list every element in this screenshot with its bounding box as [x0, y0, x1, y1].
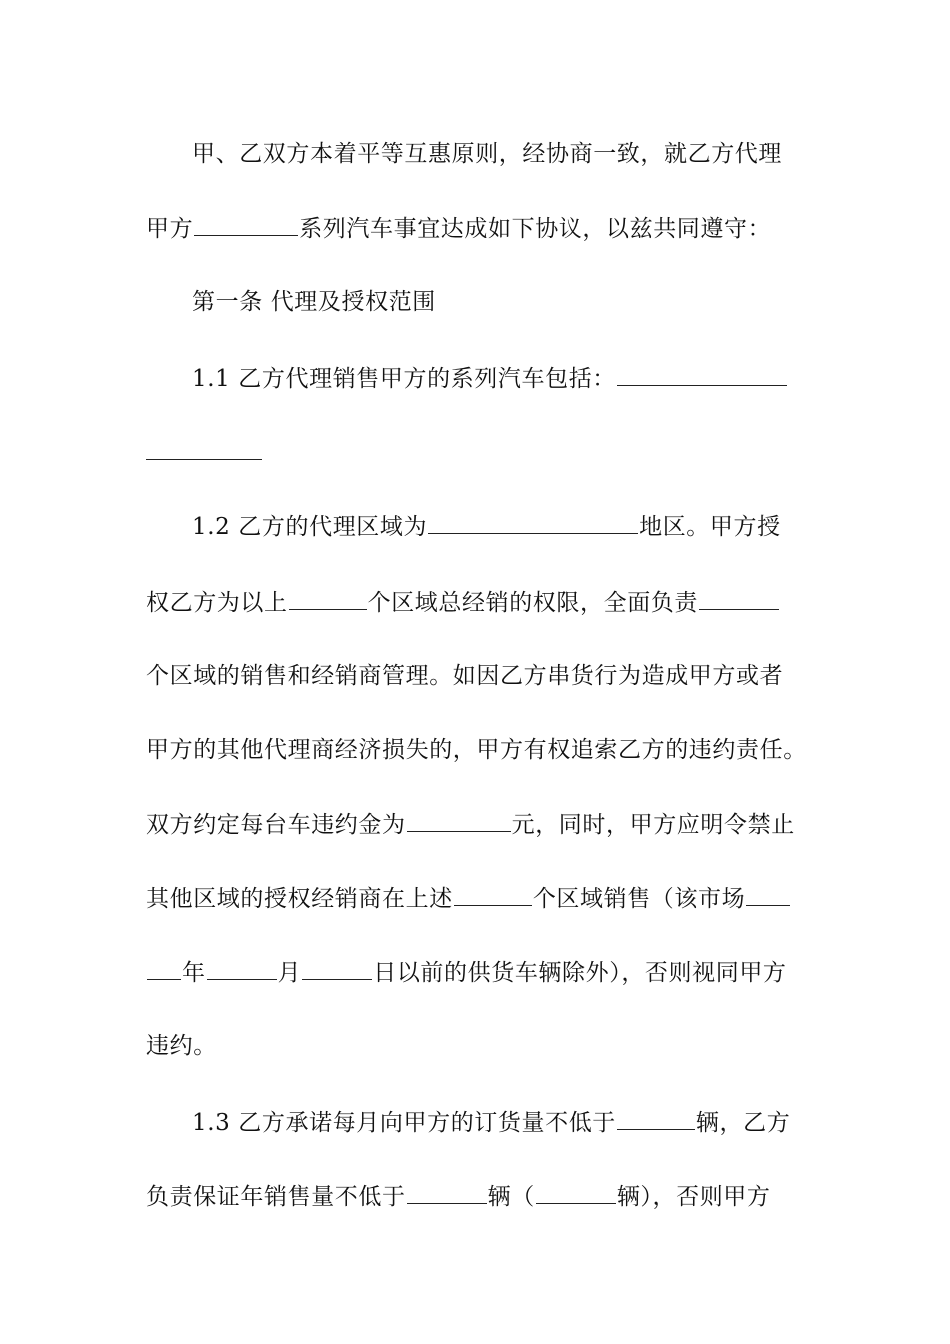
intro-line-2	[146, 213, 826, 244]
clause-1-2-text-1a: 1.2 乙方的代理区域为	[192, 514, 428, 540]
annual-sales-words-blank[interactable]	[536, 1181, 616, 1204]
intro-line-1	[192, 139, 832, 169]
region-count-blank-2[interactable]	[699, 587, 779, 610]
clause-1-3-line-2	[146, 1181, 826, 1212]
clause-1-3-line-1	[192, 1107, 832, 1138]
intro-text-1: 甲、乙双方本着平等互惠原则，经协商一致，就乙方代理	[192, 141, 782, 167]
clause-1-3-text-1a: 1.3 乙方承诺每月向甲方的订货量不低于	[192, 1110, 616, 1136]
article-1-heading-text: 第一条 代理及授权范围	[192, 289, 436, 315]
clause-1-3-text-2a: 负责保证年销售量不低于	[146, 1184, 406, 1210]
clause-1-3-text-2b: 辆（	[487, 1184, 535, 1210]
clause-1-2-line-2	[146, 587, 826, 618]
clause-1-2-text-5b: 元，同时，甲方应明令禁止	[511, 812, 795, 838]
clause-1-2-text-2a: 权乙方为以上	[146, 590, 288, 616]
clause-1-3-text-1b: 辆，乙方	[695, 1110, 791, 1136]
penalty-amount-blank[interactable]	[407, 809, 511, 832]
clause-1-2-text-1b: 地区。甲方授	[639, 514, 781, 540]
clause-1-3-text-2c: 辆），否则甲方	[616, 1184, 771, 1210]
year-label: 年	[182, 960, 206, 986]
year-blank-end[interactable]	[147, 957, 181, 980]
clause-1-2-line-7	[146, 957, 826, 988]
clause-1-2-text-2b: 个区域总经销的权限，全面负责	[367, 590, 699, 616]
clause-1-2-line-5	[146, 809, 826, 840]
region-count-blank-3[interactable]	[454, 883, 532, 906]
intro-text-2b: 系列汽车事宜达成如下协议，以兹共同遵守：	[299, 216, 772, 242]
clause-1-2-text-7: 日以前的供货车辆除外），否则视同甲方	[373, 960, 787, 986]
clause-1-2-line-8	[146, 1031, 826, 1061]
intro-text-2a: 甲方	[146, 216, 194, 242]
year-blank-start[interactable]	[746, 883, 790, 906]
article-1-heading	[192, 287, 832, 317]
clause-1-1-line-1	[192, 363, 832, 394]
clause-1-2-line-6	[146, 883, 826, 914]
car-models-blank-continued[interactable]	[146, 459, 262, 460]
month-blank[interactable]	[207, 957, 277, 980]
clause-1-2-text-5a: 双方约定每台车违约金为	[146, 812, 406, 838]
car-series-blank[interactable]	[194, 213, 298, 236]
car-models-blank[interactable]	[617, 363, 787, 386]
clause-1-2-text-6a: 其他区域的授权经销商在上述	[146, 886, 453, 912]
clause-1-2-line-3	[146, 661, 826, 691]
annual-sales-blank[interactable]	[407, 1181, 487, 1204]
clause-1-2-text-3: 个区域的销售和经销商管理。如因乙方串货行为造成甲方或者	[146, 663, 784, 689]
day-blank[interactable]	[302, 957, 372, 980]
month-label: 月	[277, 960, 302, 986]
region-count-blank-1[interactable]	[289, 587, 367, 610]
clause-1-2-line-1	[192, 511, 832, 542]
clause-1-2-line-4	[146, 735, 826, 765]
clause-1-1-text: 1.1 乙方代理销售甲方的系列汽车包括：	[192, 366, 616, 392]
monthly-order-blank[interactable]	[617, 1107, 695, 1130]
clause-1-2-text-8: 违约。	[146, 1033, 217, 1059]
agency-region-blank[interactable]	[428, 511, 638, 534]
clause-1-2-text-6b: 个区域销售（该市场	[532, 886, 746, 912]
clause-1-2-text-4: 甲方的其他代理商经济损失的，甲方有权追索乙方的违约责任。	[146, 737, 807, 763]
